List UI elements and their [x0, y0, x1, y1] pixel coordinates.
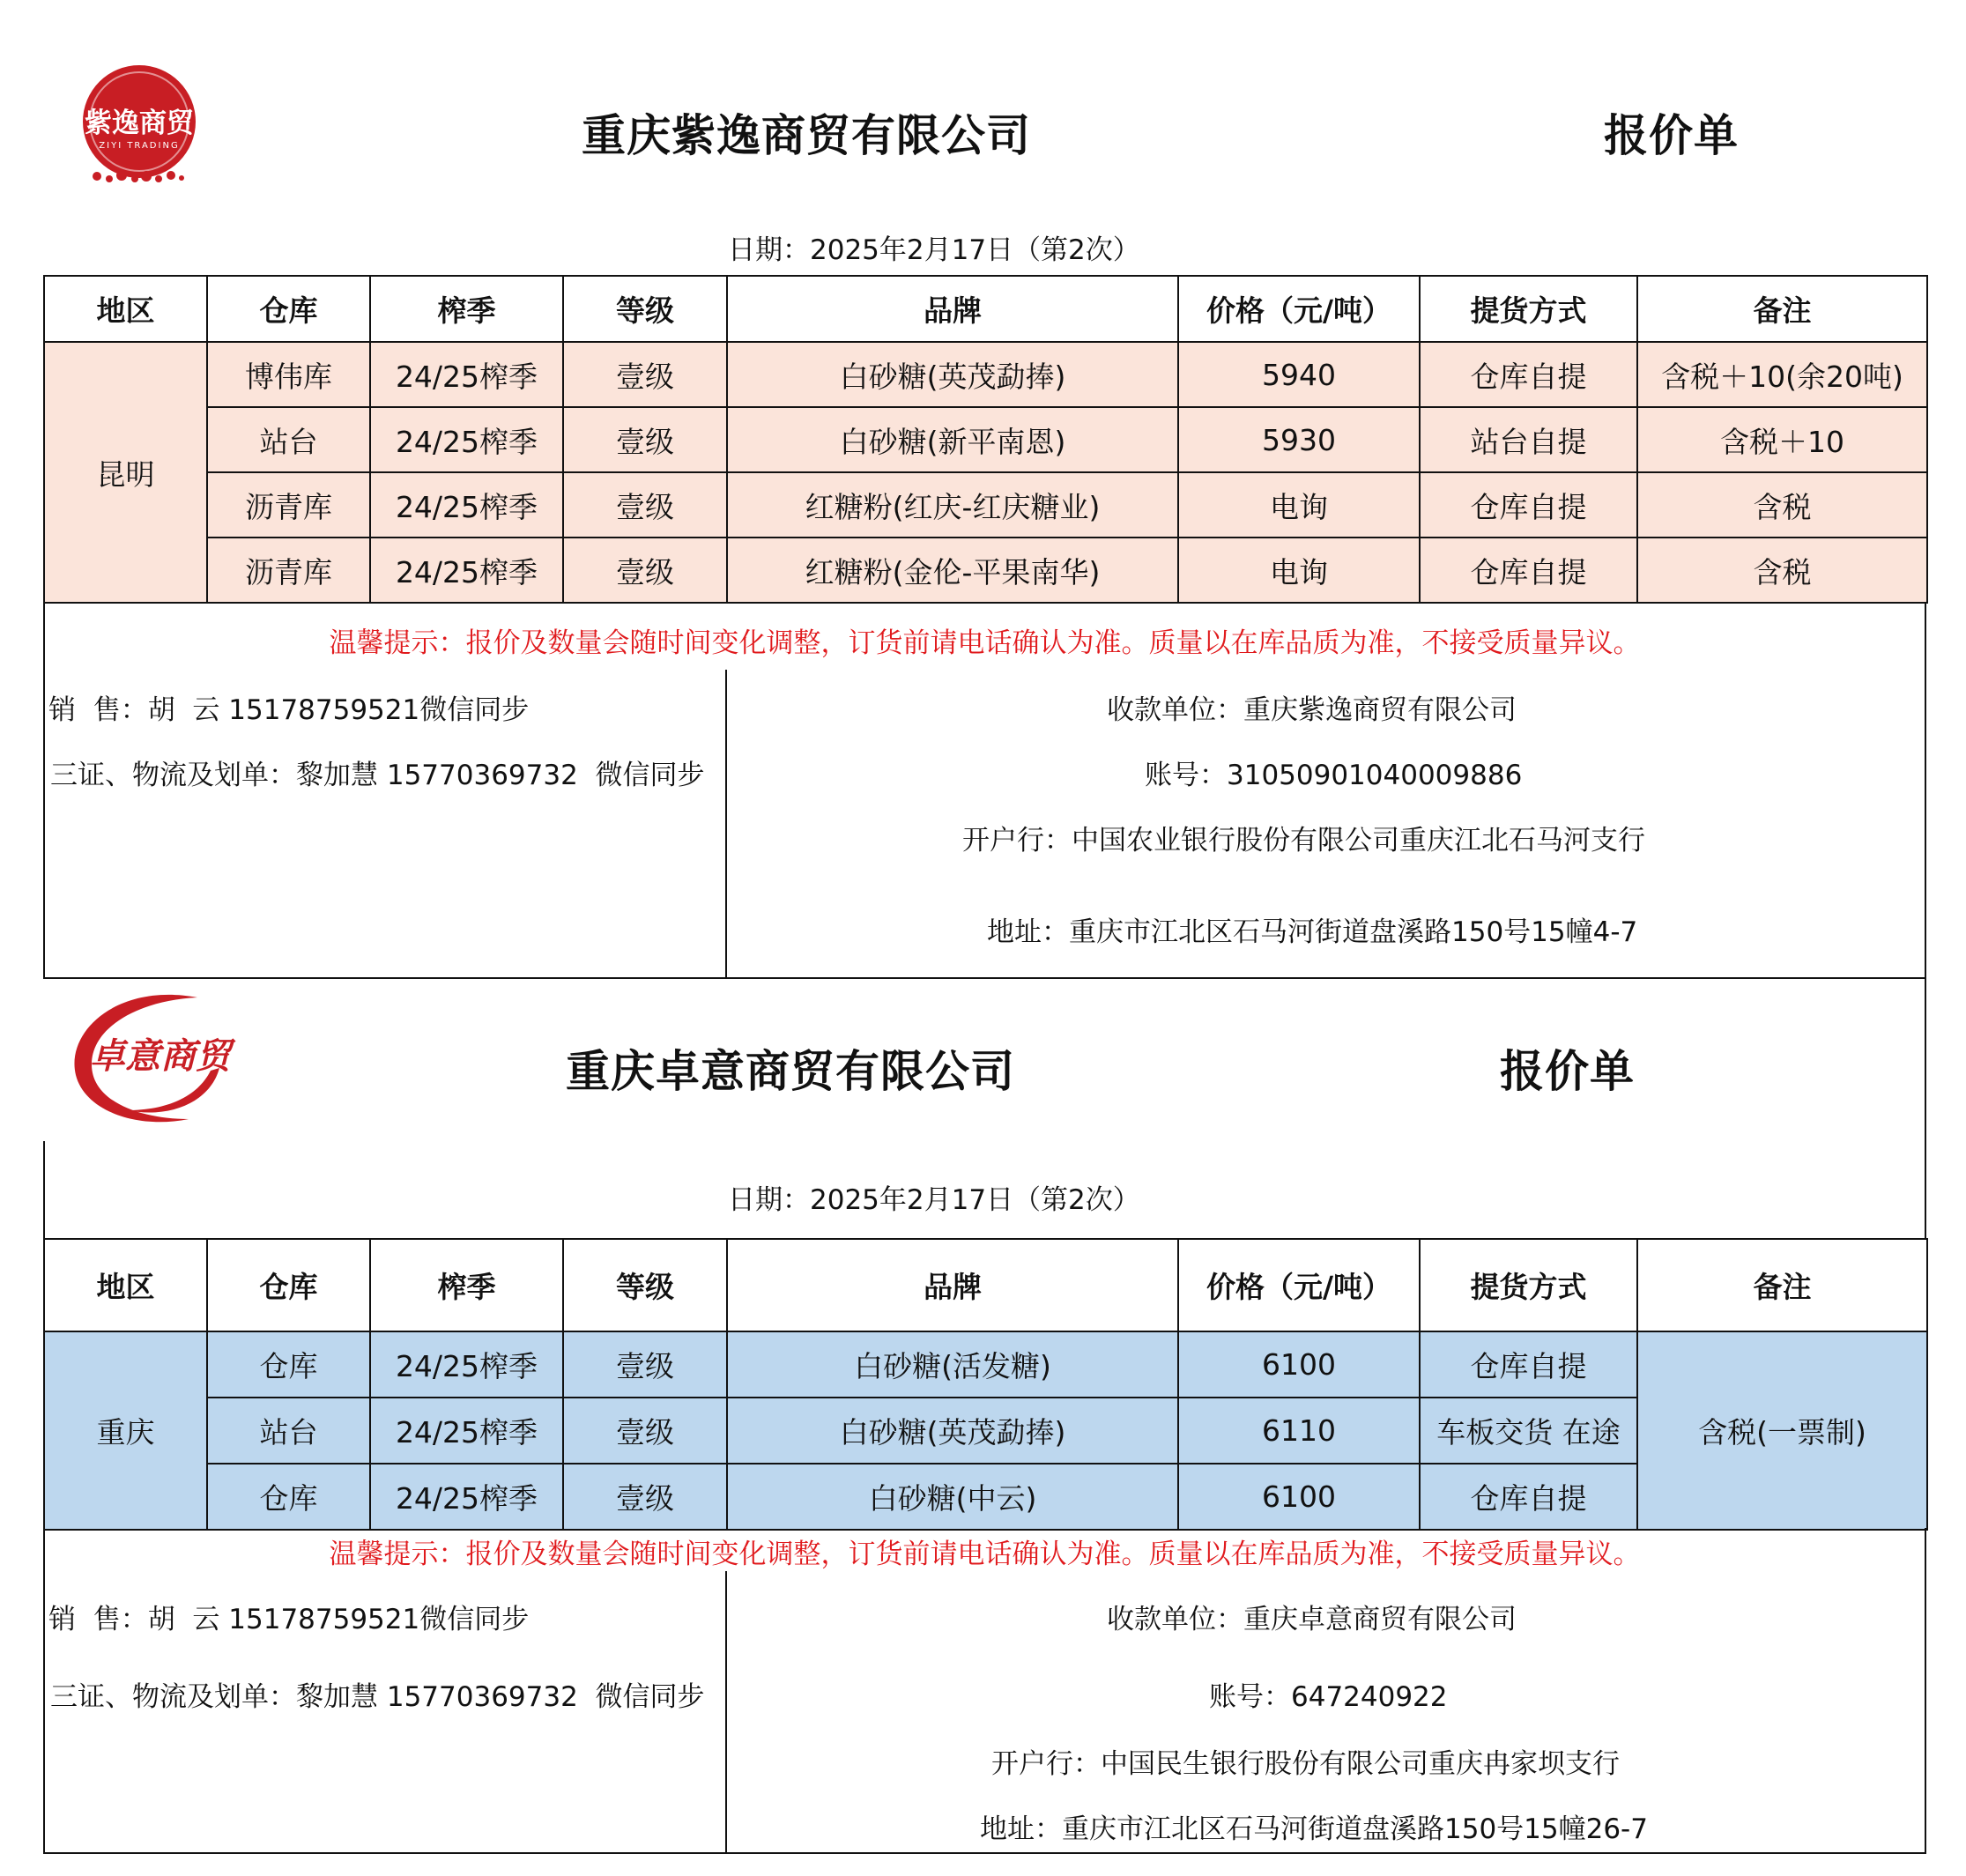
- payee-text: 收款单位：重庆紫逸商贸有限公司: [1107, 694, 1517, 726]
- season-cell: 24/25榨季: [370, 1398, 563, 1464]
- warehouse-cell: 沥青库: [207, 538, 370, 603]
- remark-cell: 含税: [1637, 538, 1927, 603]
- box-right-border: [1925, 1528, 1926, 1854]
- box-left-border: [43, 1141, 45, 1240]
- ziyi-logo-subtext: ZIYI TRADING: [99, 141, 180, 151]
- remark-cell: 含税＋10: [1637, 407, 1927, 472]
- warehouse-cell: 仓库: [207, 1331, 370, 1398]
- box-bottom-border: [43, 977, 1926, 979]
- bank-text: 开户行：中国民生银行股份有限公司重庆冉家坝支行: [991, 1748, 1620, 1780]
- brand-cell: 白砂糖(活发糖): [727, 1331, 1178, 1398]
- grade-cell: 壹级: [563, 1331, 727, 1398]
- season-cell: 24/25榨季: [370, 472, 563, 538]
- table-row: [44, 342, 1927, 407]
- pickup-cell: 车板交货 在途: [1420, 1398, 1637, 1464]
- logistics-contact: 三证、物流及划单：黎加慧 15770369732 微信同步: [50, 760, 705, 791]
- bank-text: 开户行：中国农业银行股份有限公司重庆江北石马河支行: [962, 825, 1645, 856]
- box-divider: [725, 1571, 727, 1854]
- quote-table: [43, 1238, 1928, 1531]
- region-cell: 重庆: [44, 1331, 207, 1530]
- header-cell: 等级: [563, 1239, 727, 1331]
- box-right-border: [1925, 977, 1926, 1240]
- price-cell: 6110: [1178, 1398, 1420, 1464]
- grade-cell: 壹级: [563, 1464, 727, 1530]
- zhuoyi-logo-text: 卓意商贸: [90, 1036, 231, 1077]
- header-cell: 备注: [1637, 1239, 1927, 1331]
- price-cell: 6100: [1178, 1331, 1420, 1398]
- header-cell: 品牌: [727, 276, 1178, 342]
- season-cell: 24/25榨季: [370, 342, 563, 407]
- account-text: 账号：31050901040009886: [1145, 760, 1523, 791]
- season-cell: 24/25榨季: [370, 1464, 563, 1530]
- table-row: [44, 538, 1927, 603]
- header-cell: 地区: [44, 276, 207, 342]
- price-cell: 5930: [1178, 407, 1420, 472]
- company-title: 重庆紫逸商贸有限公司: [582, 110, 1031, 161]
- address-text: 地址：重庆市江北区石马河街道盘溪路150号15幢4-7: [987, 916, 1638, 948]
- price-cell: 电询: [1178, 538, 1420, 603]
- remark-cell: 含税: [1637, 472, 1927, 538]
- header-cell: 榨季: [370, 1239, 563, 1331]
- pickup-cell: 仓库自提: [1420, 342, 1637, 407]
- header-cell: 提货方式: [1420, 276, 1637, 342]
- warehouse-cell: 站台: [207, 407, 370, 472]
- sales-contact: 销 售：胡 云 15178759521微信同步: [48, 1604, 530, 1635]
- grade-cell: 壹级: [563, 342, 727, 407]
- box-divider: [725, 670, 727, 979]
- header-cell: 仓库: [207, 276, 370, 342]
- sales-contact: 销 售：胡 云 15178759521微信同步: [48, 694, 530, 726]
- price-cell: 6100: [1178, 1464, 1420, 1530]
- grade-cell: 壹级: [563, 407, 727, 472]
- header-cell: 地区: [44, 1239, 207, 1331]
- address-text: 地址：重庆市江北区石马河街道盘溪路150号15幢26-7: [980, 1813, 1648, 1845]
- quote-table: [43, 275, 1928, 604]
- ziyi-logo-text: 紫逸商贸: [85, 108, 194, 139]
- doc-type-title: 报价单: [1500, 1046, 1635, 1097]
- notice-text: 温馨提示：报价及数量会随时间变化调整，订货前请电话确认为准。质量以在库品质为准，不接受质量异议。: [329, 627, 1641, 659]
- header-cell: 榨季: [370, 276, 563, 342]
- remark-cell: 含税(一票制): [1637, 1331, 1927, 1530]
- season-cell: 24/25榨季: [370, 538, 563, 603]
- table-row: [44, 472, 1927, 538]
- box-left-border: [43, 1528, 45, 1854]
- brand-cell: 白砂糖(英茂勐捧): [727, 1398, 1178, 1464]
- price-cell: 电询: [1178, 472, 1420, 538]
- price-cell: 5940: [1178, 342, 1420, 407]
- table-header-row: [44, 276, 1927, 342]
- header-cell: 价格（元/吨）: [1178, 276, 1420, 342]
- grade-cell: 壹级: [563, 538, 727, 603]
- pickup-cell: 仓库自提: [1420, 538, 1637, 603]
- pickup-cell: 仓库自提: [1420, 1464, 1637, 1530]
- header-cell: 仓库: [207, 1239, 370, 1331]
- pickup-cell: 站台自提: [1420, 407, 1637, 472]
- header-cell: 价格（元/吨）: [1178, 1239, 1420, 1331]
- zhuoyi-logo: [65, 987, 250, 1132]
- table-row: [44, 407, 1927, 472]
- pickup-cell: 仓库自提: [1420, 1331, 1637, 1398]
- table-row: [44, 1331, 1927, 1398]
- warehouse-cell: 仓库: [207, 1464, 370, 1530]
- season-cell: 24/25榨季: [370, 407, 563, 472]
- table-header-row: [44, 1239, 1927, 1331]
- notice-text: 温馨提示：报价及数量会随时间变化调整，订货前请电话确认为准。质量以在库品质为准，不接受质量异议。: [329, 1539, 1641, 1570]
- quote-date: 日期：2025年2月17日（第2次）: [728, 1184, 1140, 1216]
- payee-text: 收款单位：重庆卓意商贸有限公司: [1107, 1604, 1517, 1635]
- logistics-contact: 三证、物流及划单：黎加慧 15770369732 微信同步: [50, 1681, 705, 1713]
- season-cell: 24/25榨季: [370, 1331, 563, 1398]
- brand-cell: 白砂糖(新平南恩): [727, 407, 1178, 472]
- warehouse-cell: 站台: [207, 1398, 370, 1464]
- header-cell: 备注: [1637, 276, 1927, 342]
- header-cell: 提货方式: [1420, 1239, 1637, 1331]
- brand-cell: 红糖粉(红庆-红庆糖业): [727, 472, 1178, 538]
- ziyi-logo: [62, 63, 220, 182]
- quote-date: 日期：2025年2月17日（第2次）: [728, 234, 1140, 266]
- doc-type-title: 报价单: [1604, 110, 1739, 161]
- brand-cell: 白砂糖(中云): [727, 1464, 1178, 1530]
- box-bottom-border: [43, 1852, 1926, 1854]
- warehouse-cell: 沥青库: [207, 472, 370, 538]
- brand-cell: 白砂糖(英茂勐捧): [727, 342, 1178, 407]
- brand-cell: 红糖粉(金伦-平果南华): [727, 538, 1178, 603]
- account-text: 账号：647240922: [1209, 1681, 1448, 1713]
- grade-cell: 壹级: [563, 1398, 727, 1464]
- remark-cell: 含税＋10(余20吨): [1637, 342, 1927, 407]
- pickup-cell: 仓库自提: [1420, 472, 1637, 538]
- header-cell: 品牌: [727, 1239, 1178, 1331]
- region-cell: 昆明: [44, 342, 207, 603]
- warehouse-cell: 博伟库: [207, 342, 370, 407]
- grade-cell: 壹级: [563, 472, 727, 538]
- company-title: 重庆卓意商贸有限公司: [566, 1046, 1015, 1097]
- header-cell: 等级: [563, 276, 727, 342]
